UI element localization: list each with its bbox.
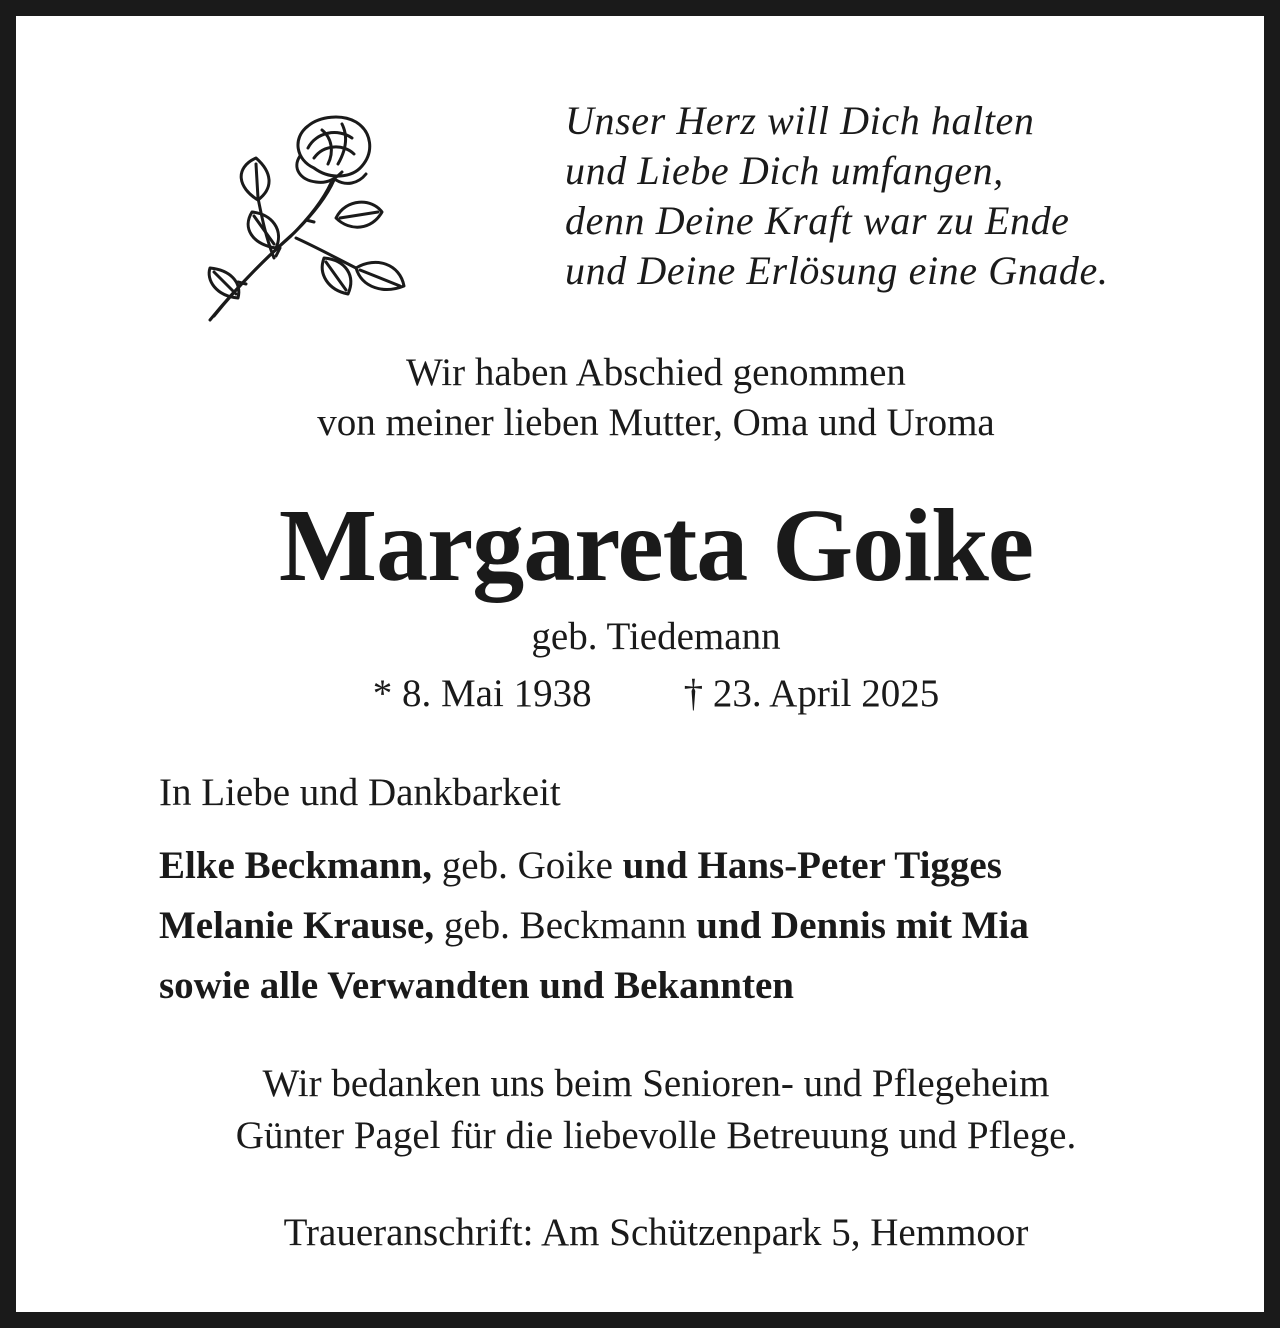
mourner-partner: und Hans-Peter Tigges: [622, 844, 1002, 887]
acknowledgement-line: Wir bedanken uns beim Senioren- und Pflegeheim: [262, 1062, 1050, 1105]
mourner-name: Melanie Krause,: [159, 904, 435, 947]
mourner-row: sowie alle Verwandten und Bekannten: [159, 964, 794, 1007]
deceased-name: Margareta Goike: [278, 488, 1034, 603]
poem-line: Unser Herz will Dich halten: [565, 98, 1035, 143]
mourner-row: [159, 836, 1029, 896]
rose-icon: [196, 108, 416, 328]
mourner-maiden: geb. Beckmann: [434, 904, 697, 947]
poem-line: und Liebe Dich umfangen,: [565, 148, 1004, 193]
farewell-intro: [16, 348, 1280, 448]
mourner-maiden: geb. Goike: [432, 844, 623, 887]
birth-date: * 8. Mai 1938: [372, 672, 592, 715]
intro-line: Wir haben Abschied genommen: [406, 351, 906, 394]
intro-line: von meiner lieben Mutter, Oma und Uroma: [317, 401, 995, 444]
death-date: † 23. April 2025: [683, 672, 940, 715]
poem-line: und Deine Erlösung eine Gnade.: [565, 248, 1109, 293]
acknowledgement-line: Günter Pagel für die liebevolle Betreuung und Pflege.: [235, 1114, 1077, 1157]
mourning-address: Traueranschrift: Am Schützenpark 5, Hemmoor: [283, 1211, 1029, 1254]
poem-line: denn Deine Kraft war zu Ende: [565, 198, 1070, 243]
mourners-list: [159, 836, 1029, 1016]
mourner-row: [159, 896, 1029, 956]
poem: [565, 96, 1265, 296]
life-dates: [16, 669, 1280, 719]
mourner-name: Elke Beckmann,: [159, 844, 433, 887]
mourners-intro: In Liebe und Dankbarkeit: [159, 771, 561, 814]
acknowledgement: [16, 1058, 1280, 1162]
mourner-partner: und Dennis mit Mia: [696, 904, 1029, 947]
maiden-name: geb. Tiedemann: [531, 615, 781, 658]
